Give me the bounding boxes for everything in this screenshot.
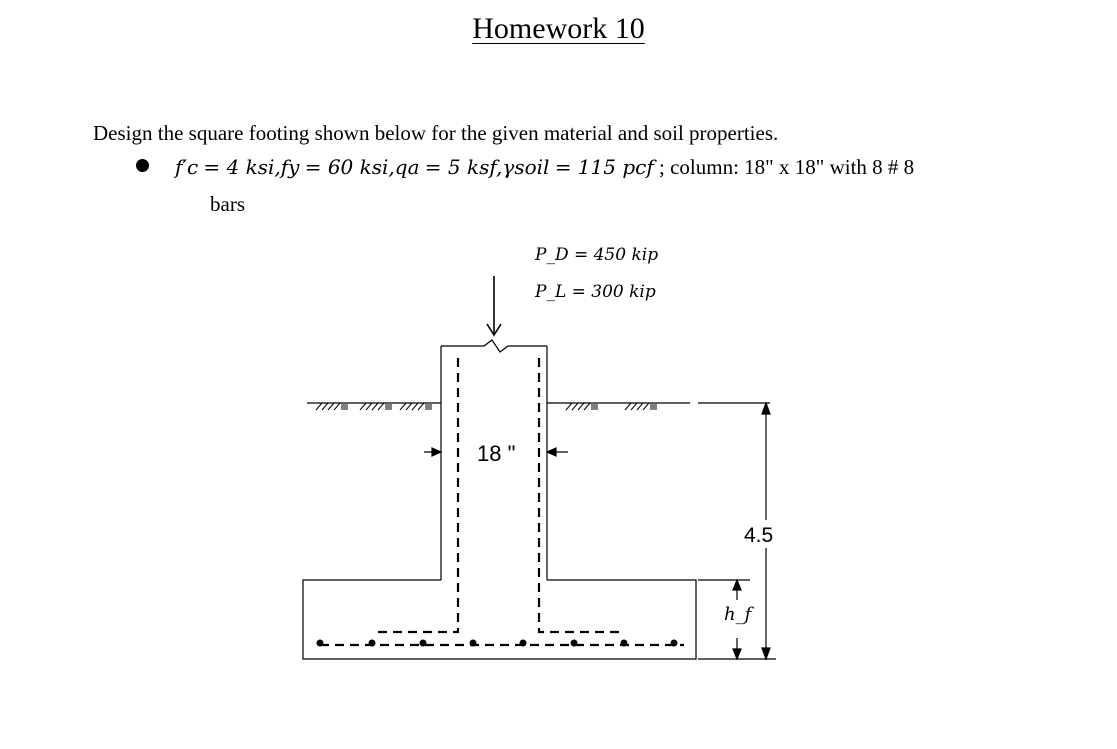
- column-description: ; column: 18" x 18" with 8 # 8: [659, 155, 915, 179]
- fc-label: f′c: [175, 155, 199, 179]
- bars-continuation: bars: [210, 192, 245, 216]
- live-load-label: P_L = 300 kip: [535, 282, 656, 302]
- column-rebar: [375, 358, 622, 632]
- page-title: Homework 10: [472, 12, 645, 45]
- footing-outline: [303, 580, 696, 659]
- fc-value: = 4 ksi,: [203, 155, 281, 179]
- qa-label: qa: [394, 155, 420, 179]
- ground-line-right: [547, 403, 770, 410]
- gamma-value: = 115 pcf: [554, 155, 654, 179]
- load-arrow-icon: [487, 276, 501, 335]
- rebar-dots: [317, 640, 678, 647]
- depth-label: 4.5: [744, 524, 774, 547]
- dead-load-label: P_D = 450 kip: [535, 245, 659, 265]
- ground-line-left: [307, 403, 441, 410]
- fy-label: fy: [280, 155, 300, 179]
- column-width-label: 18 ": [477, 441, 516, 466]
- fy-value: = 60 ksi,: [304, 155, 395, 179]
- footing-thickness-label: h_f: [724, 604, 752, 625]
- qa-value: = 5 ksf,: [424, 155, 503, 179]
- problem-statement: Design the square footing shown below for the given material and soil properties.: [93, 121, 779, 145]
- gamma-label: γsoil: [502, 155, 550, 179]
